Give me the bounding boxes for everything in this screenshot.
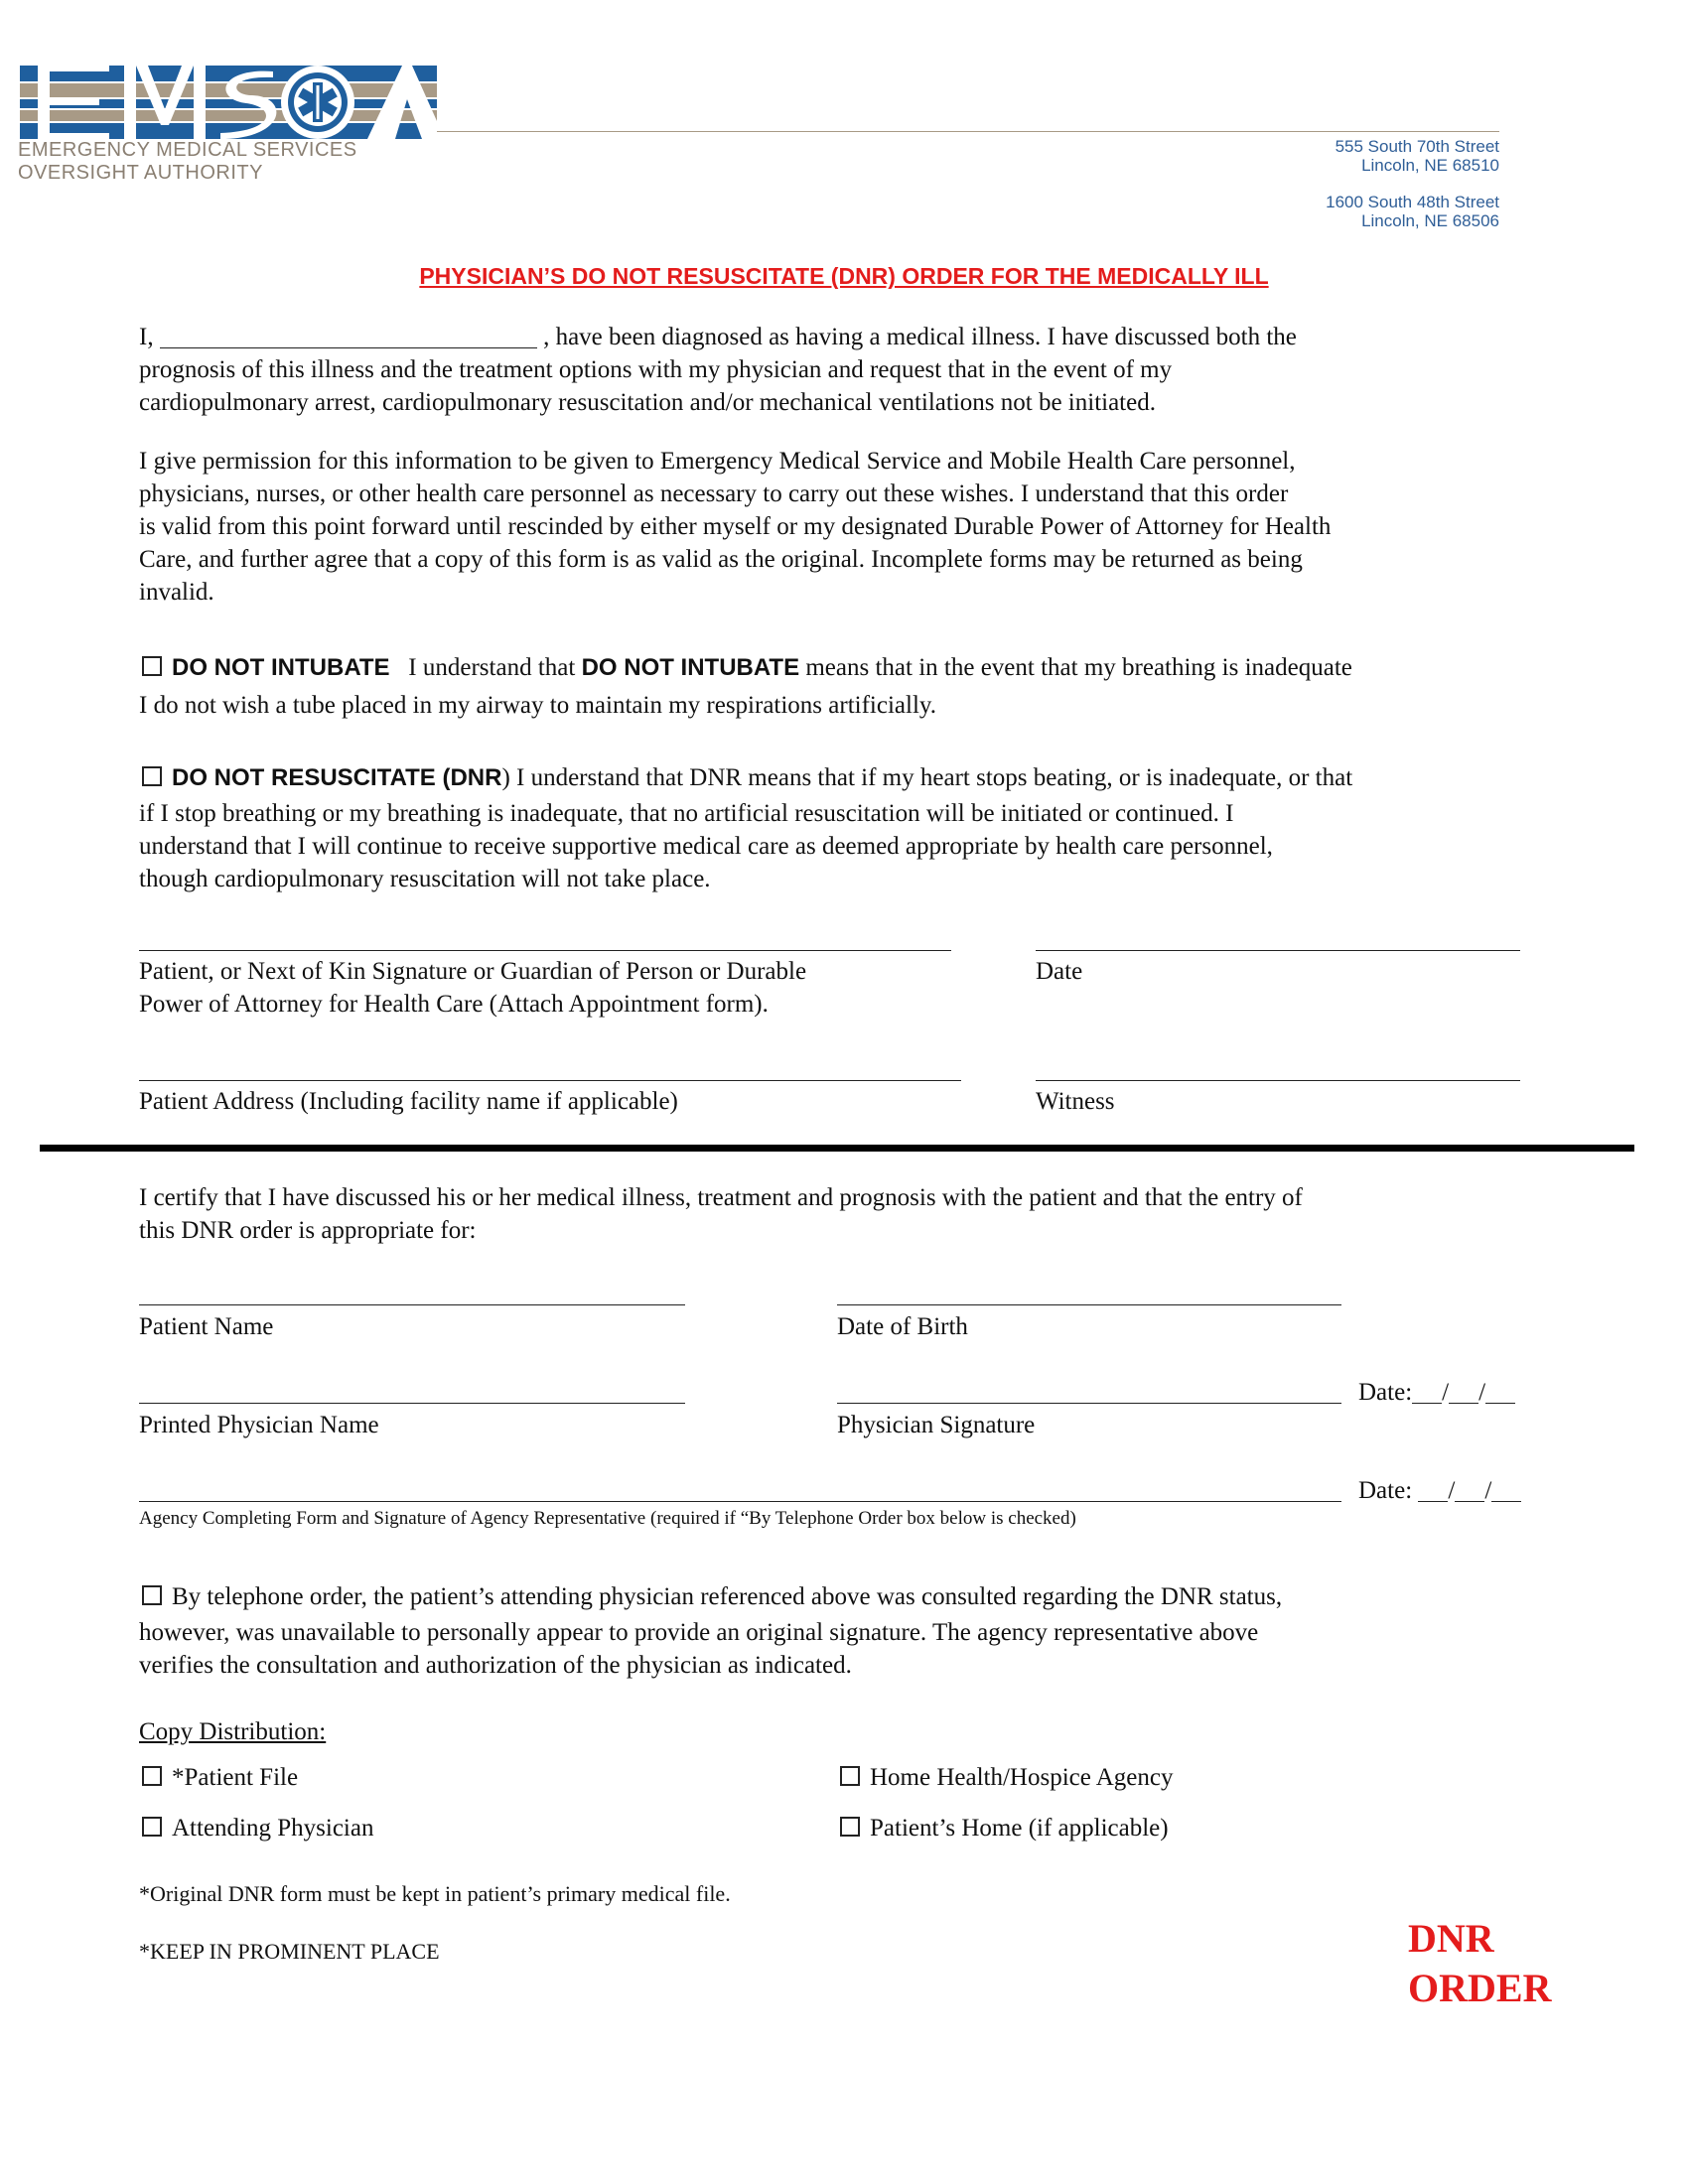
dist-item-label: Attending Physician [172, 1815, 374, 1842]
agency-date-field[interactable]: Date: / / [1358, 1474, 1521, 1507]
dnr-line3: understand that I will continue to receive supportive medical care as deemed appropriate by health care personnel, [139, 833, 1273, 860]
patient-address-label: Patient Address (Including facility name if applicable) [139, 1088, 678, 1115]
certify-line2: this DNR order is appropriate for: [139, 1217, 477, 1244]
dist-item-home-health[interactable] [840, 1761, 1173, 1794]
physician-signature-label: Physician Signature [837, 1412, 1036, 1438]
telephone-line2: however, was unavailable to personally appear to provide an original signature. The agency representative above [139, 1619, 1259, 1646]
keep-note: *KEEP IN PROMINENT PLACE [139, 1939, 440, 1964]
dni-line2: I do not wish a tube placed in my airway to maintain my respirations artificially. [139, 692, 937, 719]
dist-item-label: Patient’s Home (if applicable) [870, 1815, 1169, 1842]
patient-address-line[interactable] [139, 1080, 961, 1081]
telephone-section [139, 1578, 1572, 1682]
patient-signature-label-line1: Patient, or Next of Kin Signature or Guardian of Person or Durable [139, 958, 807, 985]
agency-label: Agency Completing Form and Signature of Agency Representative (required if “By Telephone Order box below is checked) [139, 1508, 1076, 1529]
dnr-heading: DO NOT RESUSCITATE (DNR [172, 764, 502, 791]
agency-line[interactable] [139, 1501, 1341, 1502]
intro-line3: cardiopulmonary arrest, cardiopulmonary resuscitation and/or mechanical ventilations not be initiated. [139, 389, 1156, 416]
dist-item-patients-home[interactable] [840, 1812, 1169, 1844]
checkbox[interactable] [142, 1817, 162, 1837]
intro-line1: , have been diagnosed as having a medical illness. I have discussed both the [543, 324, 1297, 350]
patient-name-label: Patient Name [139, 1313, 274, 1340]
checkbox[interactable] [142, 1766, 162, 1786]
address2-line1: 1600 South 48th Street [1326, 193, 1499, 211]
dni-text2: means that in the event that my breathing is inadequate [805, 654, 1352, 681]
certify-paragraph [139, 1181, 1569, 1247]
copy-distribution-heading: Copy Distribution: [139, 1718, 327, 1745]
agency-date-label: Date: [1358, 1477, 1413, 1504]
intro-line2: prognosis of this illness and the treatment options with my physician and request that in the event of my [139, 356, 1173, 383]
date-line[interactable] [1036, 950, 1520, 951]
dnr-line2: if I stop breathing or my breathing is inadequate, that no artificial resuscitation will be initiated or continued. I [139, 800, 1234, 827]
stamp-line1: DNR [1408, 1916, 1494, 1961]
telephone-order-checkbox[interactable] [142, 1585, 162, 1605]
dist-item-label: *Patient File [172, 1764, 299, 1791]
dni-bold: DO NOT INTUBATE [581, 654, 800, 681]
telephone-line3: verifies the consultation and authorization of the physician as indicated. [139, 1652, 852, 1679]
permission-line: Care, and further agree that a copy of this form is as valid as the original. Incomplete forms may be returned as being [139, 546, 1303, 573]
address1-line1: 555 South 70th Street [1335, 137, 1499, 156]
dnr-order-stamp [1408, 1914, 1551, 2013]
witness-line[interactable] [1036, 1080, 1520, 1081]
patient-signature-line[interactable] [139, 950, 951, 951]
stamp-line2: ORDER [1408, 1966, 1552, 2010]
address2-line2: Lincoln, NE 68506 [1361, 211, 1499, 230]
dist-item-patient-file[interactable] [142, 1761, 298, 1794]
telephone-line1: By telephone order, the patient’s attending physician referenced above was consulted regarding the DNR status, [172, 1583, 1283, 1610]
physician-date-field[interactable]: Date: / / [1358, 1376, 1515, 1409]
permission-line: physicians, nurses, or other health care personnel as necessary to carry out these wishes. I understand that this order [139, 480, 1289, 507]
dob-line[interactable] [837, 1304, 1341, 1305]
address1-line2: Lincoln, NE 68510 [1361, 156, 1499, 175]
footnote: *Original DNR form must be kept in patient’s primary medical file. [139, 1881, 731, 1906]
printed-physician-label: Printed Physician Name [139, 1412, 379, 1438]
permission-line: invalid. [139, 579, 214, 606]
dnr-line4: though cardiopulmonary resuscitation will not take place. [139, 866, 711, 892]
intro-prefix: I, [139, 324, 154, 350]
section-divider [40, 1145, 1634, 1152]
org-name-line2: OVERSIGHT AUTHORITY [18, 162, 263, 184]
permission-line: is valid from this point forward until rescinded by either myself or my designated Durable Power of Attorney for Health [139, 513, 1332, 540]
dnr-section [139, 759, 1572, 895]
dist-item-label: Home Health/Hospice Agency [870, 1764, 1174, 1791]
patient-signature-label [139, 955, 806, 1021]
patient-name-blank[interactable] [160, 326, 537, 348]
physician-date-label: Date: [1358, 1379, 1413, 1406]
permission-paragraph [139, 445, 1569, 609]
dni-checkbox[interactable] [142, 656, 162, 676]
dnr-paren: ) [501, 764, 510, 791]
certify-line1: I certify that I have discussed his or her medical illness, treatment and prognosis with the patient and that the entry of [139, 1184, 1303, 1211]
logo [20, 66, 437, 139]
permission-line: I give permission for this information to be given to Emergency Medical Service and Mobile Health Care personnel, [139, 448, 1296, 475]
dni-heading: DO NOT INTUBATE [172, 654, 390, 681]
patient-signature-label-line2: Power of Attorney for Health Care (Attach Appointment form). [139, 991, 769, 1018]
dni-section [139, 649, 1572, 725]
dnr-checkbox[interactable] [142, 766, 162, 786]
physician-signature-line[interactable] [837, 1403, 1341, 1404]
emsoa-logo-graphic [20, 66, 437, 139]
dni-text1: I understand that [408, 654, 576, 681]
witness-label: Witness [1036, 1088, 1115, 1115]
intro-paragraph [139, 321, 1569, 419]
page-title: PHYSICIAN’S DO NOT RESUSCITATE (DNR) ORDER FOR THE MEDICALLY ILL [419, 263, 1269, 289]
checkbox[interactable] [840, 1766, 860, 1786]
address-block [1326, 137, 1499, 230]
date-label: Date [1036, 958, 1083, 985]
checkbox[interactable] [840, 1817, 860, 1837]
header-rule [437, 131, 1499, 132]
dnr-text1: I understand that DNR means that if my heart stops beating, or is inadequate, or that [516, 764, 1353, 791]
dist-item-attending-physician[interactable] [142, 1812, 373, 1844]
patient-name-line[interactable] [139, 1304, 685, 1305]
org-name-line1: EMERGENCY MEDICAL SERVICES [18, 139, 357, 161]
dob-label: Date of Birth [837, 1313, 968, 1340]
printed-physician-line[interactable] [139, 1403, 685, 1404]
